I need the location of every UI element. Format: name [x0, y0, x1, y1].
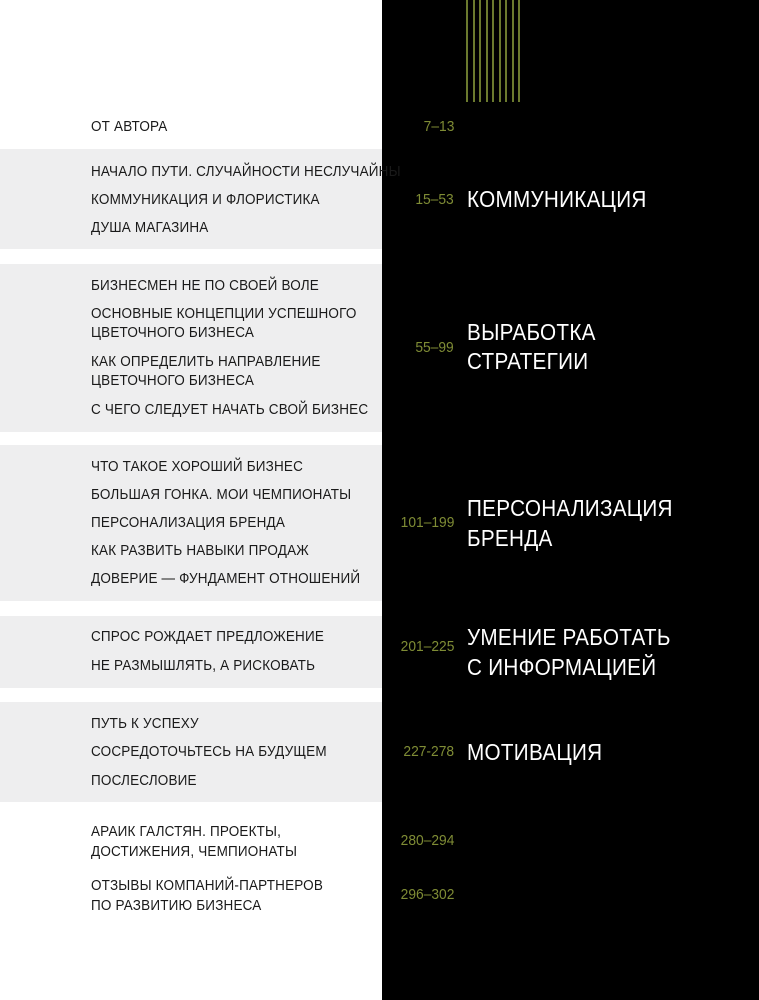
stripe	[505, 0, 507, 102]
stripe	[473, 0, 475, 102]
toc-entry[interactable]: СОСРЕДОТОЧЬТЕСЬ НА БУДУЩЕМ	[91, 743, 327, 760]
stripe	[518, 0, 520, 102]
section-title-information-line2[interactable]: С ИНФОРМАЦИЕЙ	[467, 654, 657, 680]
section-title-communication[interactable]: КОММУНИКАЦИЯ	[467, 186, 647, 212]
toc-entry[interactable]: КАК РАЗВИТЬ НАВЫКИ ПРОДАЖ	[91, 542, 309, 559]
toc-entry[interactable]: СПРОС РОЖДАЕТ ПРЕДЛОЖЕНИЕ	[91, 628, 325, 645]
toc-entry[interactable]: БОЛЬШАЯ ГОНКА. МОИ ЧЕМПИОНАТЫ	[91, 486, 352, 503]
toc-entry-continuation[interactable]: ПО РАЗВИТИЮ БИЗНЕСА	[91, 897, 262, 914]
section-title-branding-line1[interactable]: ПЕРСОНАЛИЗАЦИЯ	[467, 495, 673, 521]
section-title-branding-line2[interactable]: БРЕНДА	[467, 525, 553, 551]
stripe	[486, 0, 488, 102]
page-range-appendix: 296–302	[400, 886, 454, 903]
page-range-strategy: 55–99	[415, 339, 454, 356]
stripe	[512, 0, 514, 102]
toc-entry[interactable]: С ЧЕГО СЛЕДУЕТ НАЧАТЬ СВОЙ БИЗНЕС	[91, 401, 369, 418]
page-range-appendix: 280–294	[400, 832, 454, 849]
toc-entry-continuation[interactable]: ДОСТИЖЕНИЯ, ЧЕМПИОНАТЫ	[91, 843, 298, 860]
toc-entry[interactable]: ПОСЛЕСЛОВИЕ	[91, 772, 197, 789]
page-range-branding: 101–199	[400, 514, 454, 531]
toc-entry[interactable]: НАЧАЛО ПУТИ. СЛУЧАЙНОСТИ НЕСЛУЧАЙНЫ	[91, 163, 401, 180]
section-title-strategy-line1[interactable]: ВЫРАБОТКА	[467, 319, 596, 345]
toc-entry[interactable]: ПУТЬ К УСПЕХУ	[91, 715, 199, 732]
section-title-strategy-line2[interactable]: СТРАТЕГИИ	[467, 348, 589, 374]
toc-entry[interactable]: ЧТО ТАКОЕ ХОРОШИЙ БИЗНЕС	[91, 458, 304, 475]
stripe	[479, 0, 481, 102]
toc-entry[interactable]: ОТЗЫВЫ КОМПАНИЙ-ПАРТНЕРОВ	[91, 877, 324, 894]
toc-entry[interactable]: КАК ОПРЕДЕЛИТЬ НАПРАВЛЕНИЕ	[91, 353, 321, 370]
toc-entry-continuation[interactable]: ЦВЕТОЧНОГО БИЗНЕСА	[91, 324, 255, 341]
toc-entry[interactable]: КОММУНИКАЦИЯ И ФЛОРИСТИКА	[91, 191, 320, 208]
page-range-motivation: 227-278	[403, 743, 454, 760]
page-range-communication: 15–53	[415, 191, 454, 208]
stripe	[466, 0, 468, 102]
toc-entry[interactable]: АРАИК ГАЛСТЯН. ПРОЕКТЫ,	[91, 823, 282, 840]
section-title-motivation[interactable]: МОТИВАЦИЯ	[467, 739, 603, 765]
toc-entry[interactable]: ПЕРСОНАЛИЗАЦИЯ БРЕНДА	[91, 514, 286, 531]
toc-entry-author[interactable]: ОТ АВТОРА	[91, 118, 168, 135]
decorative-stripes	[466, 0, 526, 102]
toc-entry[interactable]: ОСНОВНЫЕ КОНЦЕПЦИИ УСПЕШНОГО	[91, 305, 357, 322]
toc-entry[interactable]: БИЗНЕСМЕН НЕ ПО СВОЕЙ ВОЛЕ	[91, 277, 319, 294]
toc-entry[interactable]: ДУША МАГАЗИНА	[91, 219, 209, 236]
stripe	[492, 0, 494, 102]
page-range-author: 7–13	[423, 118, 454, 135]
section-title-information-line1[interactable]: УМЕНИЕ РАБОТАТЬ	[467, 624, 671, 650]
toc-entry[interactable]: ДОВЕРИЕ — ФУНДАМЕНТ ОТНОШЕНИЙ	[91, 570, 361, 587]
toc-entry-continuation[interactable]: ЦВЕТОЧНОГО БИЗНЕСА	[91, 372, 255, 389]
stripe	[499, 0, 501, 102]
page-range-information: 201–225	[400, 638, 454, 655]
toc-entry[interactable]: НЕ РАЗМЫШЛЯТЬ, А РИСКОВАТЬ	[91, 657, 316, 674]
